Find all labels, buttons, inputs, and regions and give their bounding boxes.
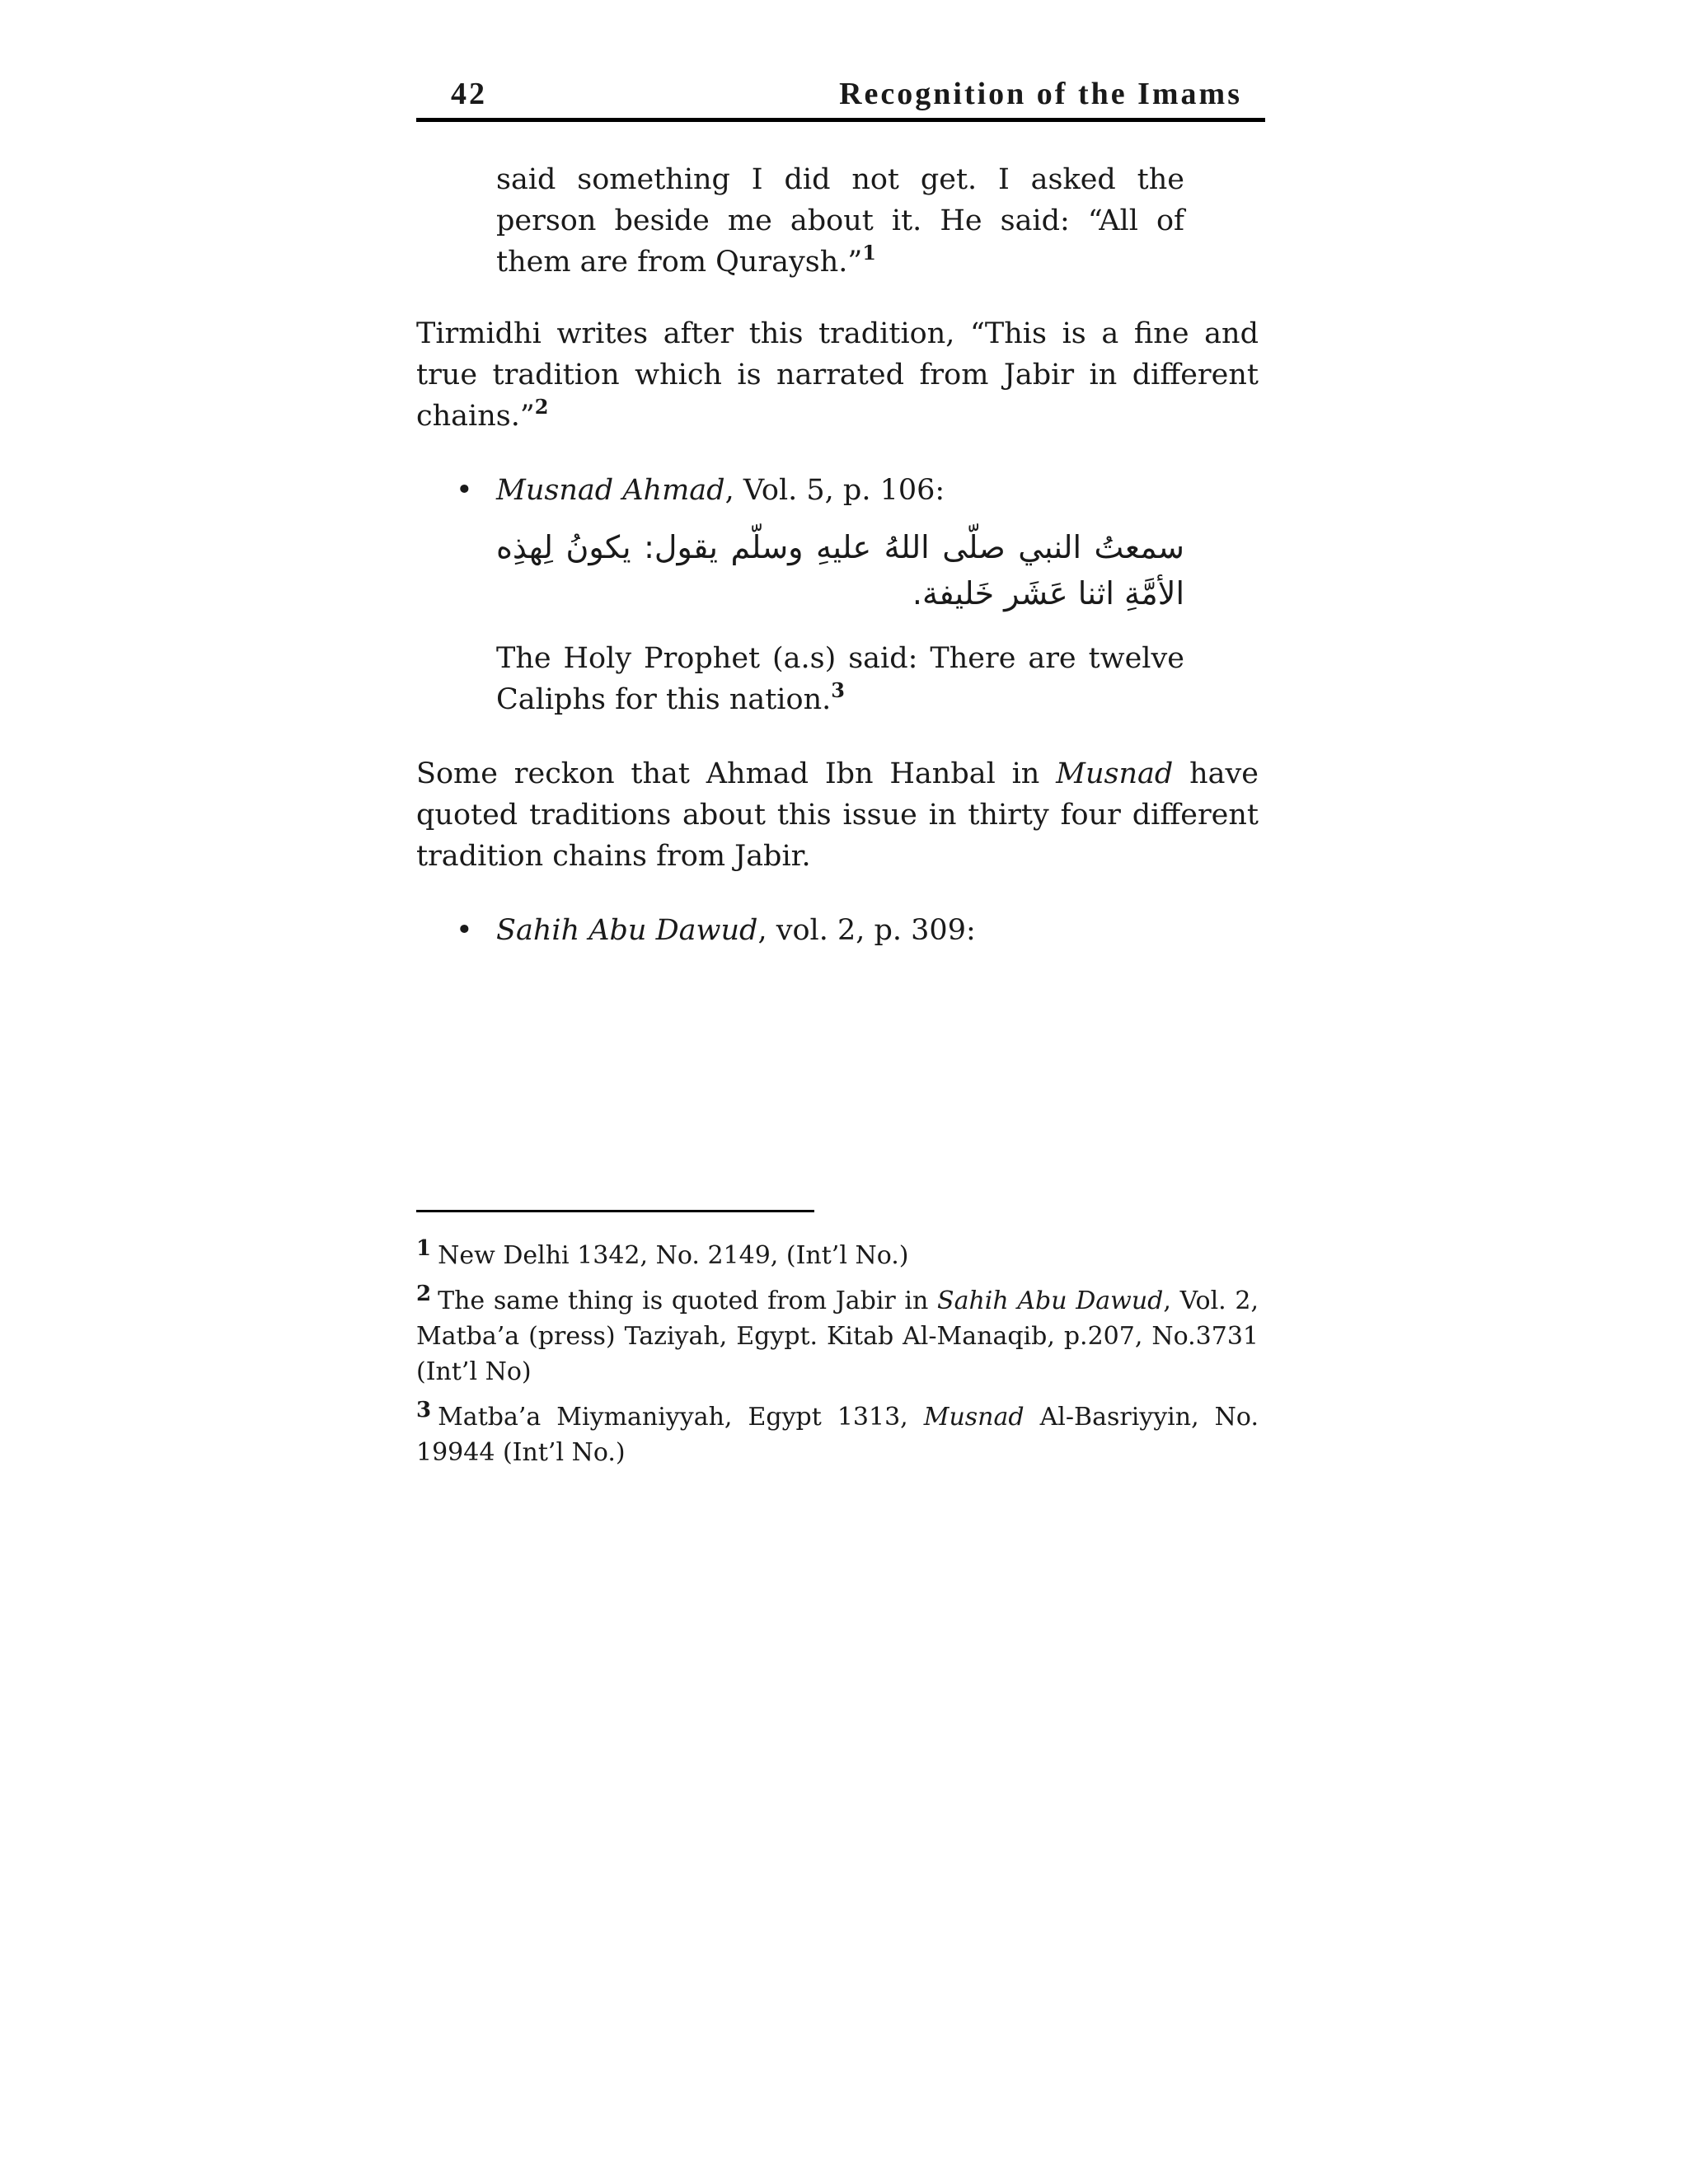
footnote-3 [416, 1399, 1259, 1470]
paragraph-text-start: Some reckon that Ahmad Ibn Hanbal in [416, 757, 1057, 790]
footnote-rule [416, 1210, 814, 1212]
page-number: 42 [451, 77, 487, 111]
header-rule [416, 118, 1265, 122]
footnote-mark: 3 [416, 1398, 432, 1422]
source-citation: , Vol. 5, p. 106: [724, 474, 945, 507]
running-title: Recognition of the Imams [839, 77, 1242, 111]
source-title: Musnad Ahmad [496, 474, 725, 507]
footnote-ref-1: 1 [862, 241, 876, 265]
paragraph-text: Tirmidhi writes after this tradition, “This is a fine and true tradition which is narrated from Jabir in different chains.” [416, 317, 1259, 433]
bullet-marker: • [456, 474, 473, 507]
bullet-marker: • [456, 914, 473, 947]
translation [496, 638, 1184, 720]
footnote-mark: 2 [416, 1282, 432, 1306]
paragraph-text-end: have quoted traditions about this issue in thirty four different tradition chains from Jabir. [416, 757, 1259, 873]
bullet-sahih-abu-dawud [456, 910, 976, 951]
source-citation: , vol. 2, p. 309: [757, 914, 976, 947]
footnote-text-end: , Vol. 2, Matba’a (press) Taziyah, Egypt. Kitab Al-Manaqib, p.207, No.3731 (Int’l No) [416, 1286, 1259, 1386]
paragraph-ahmad-ibn-hanbal [416, 753, 1259, 877]
footnote-ref-3: 3 [831, 678, 845, 702]
footnote-italic-title: Sahih Abu Dawud [937, 1286, 1164, 1315]
footnote-text-start: The same thing is quoted from Jabir in [438, 1286, 938, 1315]
footnote-2 [416, 1283, 1259, 1390]
quote-text: said something I did not get. I asked the person beside me about it. He said: “All of them are from Quraysh.” [496, 163, 1184, 279]
footnote-text: New Delhi 1342, No. 2149, (Int’l No.) [438, 1241, 909, 1270]
footnote-text-start: Matba’a Miymaniyyah, Egypt 1313, [438, 1403, 924, 1432]
source-title: Sahih Abu Dawud [496, 914, 758, 947]
bullet-musnad-ahmad [456, 470, 945, 511]
footnote-text-end: Al-Basriyyin, No. 19944 (Int’l No.) [416, 1403, 1259, 1467]
translation-text: The Holy Prophet (a.s) said: There are twelve Caliphs for this nation. [496, 642, 1184, 716]
quote-continuation [496, 159, 1184, 283]
paragraph-tirmidhi [416, 313, 1259, 437]
arabic-quote: سمعتُ النبي صلّى اللهُ عليهِ وسلّم يقول: يكونُ لِهذِه الأمَّةِ اثنا عَشَر خَليفة. [496, 529, 1184, 612]
paragraph-italic-title: Musnad [1056, 757, 1174, 790]
footnote-1 [416, 1238, 1259, 1273]
footnote-ref-2: 2 [534, 395, 549, 419]
footnote-mark: 1 [416, 1236, 432, 1261]
footnote-italic-title: Musnad [923, 1403, 1025, 1432]
page-header [416, 76, 1265, 114]
